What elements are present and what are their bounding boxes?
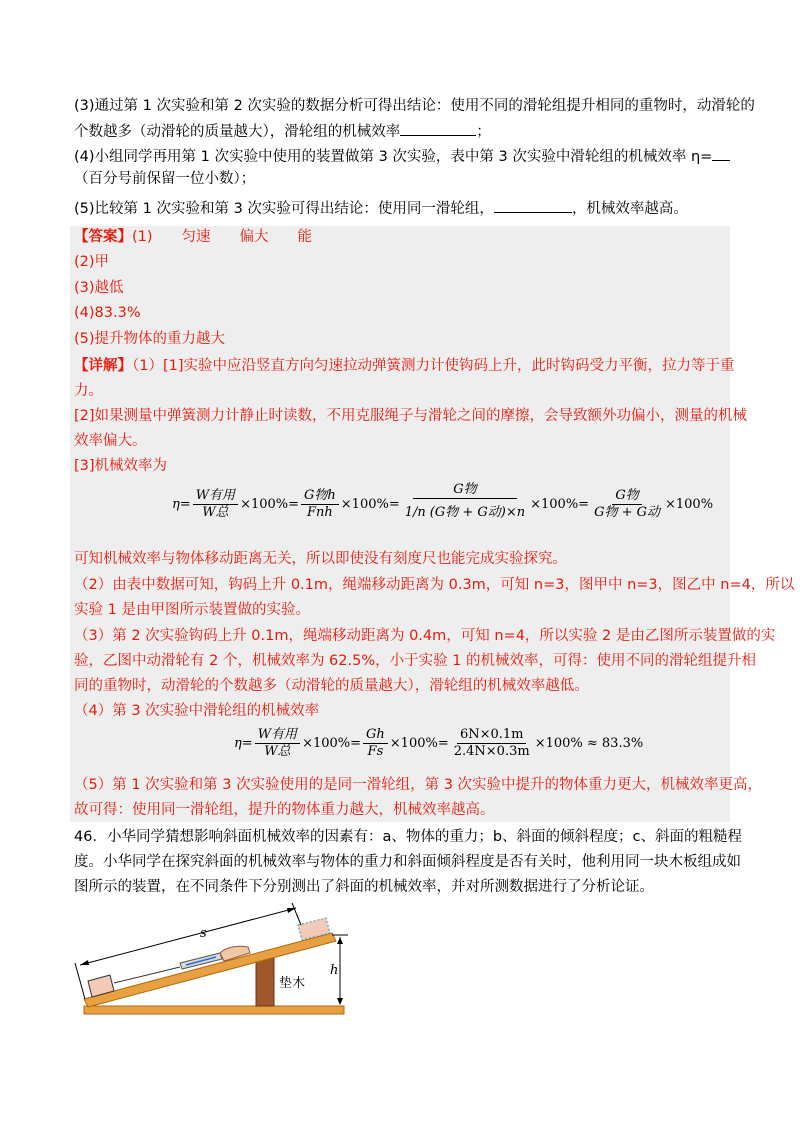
f1-g-h: G物h [301,488,339,505]
answer-3: (3)越低 [74,280,124,296]
part-3-line-1: （3）第 2 次实验钩码上升 0.1m，绳端移动距离为 0.4m，可知 n=4，所以实验 2 是由乙图所示装置做的实 [74,628,776,644]
f2-denominator: 2.4N×0.3m [453,744,530,759]
f2-times-2: ×100%= [389,736,449,751]
f2-gh: Gh [363,727,388,744]
f1-eta: η= [172,497,191,512]
detail-1-text: （1）[1]实验中应沿竖直方向匀速拉动弹簧测力计使钩码上升，此时钩码受力平衡，拉力等于重 [132,358,735,374]
answer-label: 【答案】 [74,229,132,245]
s-extension-right [292,903,301,925]
part-3-line-2: 验，乙图中动滑轮有 2 个，机械效率为 62.5%，小于实验 1 的机械效率，可得：使用不同的滑轮组提升相 [74,653,757,669]
part-3-line-3: 同的重物时，动滑轮的个数越多（动滑轮的质量越大），滑轮组的机械效率越低。 [74,678,589,694]
q4-blank [712,146,730,161]
q3-text: 个数越多（动滑轮的质量越大），滑轮组的机械效率 [74,124,401,140]
q4-line-2: （百分号前保留一位小数）； [74,171,256,187]
f1-times-1: ×100%= [240,497,300,512]
part-4-line: （4）第 3 次实验中滑轮组的机械效率 [74,703,320,719]
q46-line-1: 46．小华同学猜想影响斜面机械效率的因素有：a、物体的重力；b、斜面的倾斜程度；c、斜面的粗糙程 [74,829,743,845]
q5-text: (5)比较第 1 次实验和第 3 次实验可得出结论：使用同一滑轮组， [74,201,494,217]
s-extension-left [75,963,85,999]
f2-fs: Fs [367,744,384,759]
f1-frac-work [193,488,238,521]
q4-text: (4)小组同学再用第 1 次实验中使用的装置做第 3 次实验，表中第 3 次实验中滑轮组的机械效率 η= [74,149,713,165]
f1-one-over-n: 1/n [404,505,426,520]
f2-result: ×100% ≈ 83.3% [534,736,644,751]
f2-frac-gh [363,727,388,760]
h-arrow-head-top [337,937,343,944]
answer-2: (2)甲 [74,254,110,270]
q4-line-1 [74,146,730,166]
q3-line-1: (3)通过第 1 次实验和第 2 次实验的数据分析可得出结论：使用不同的滑轮组提升相同的重物时，动滑轮的 [74,98,755,114]
detail-3-conclusion: 可知机械效率与物体移动距离无关，所以即使没有刻度尺也能完成实验探究。 [74,551,567,567]
answer-4: (4)83.3% [74,305,141,321]
part-2-line-1: （2）由表中数据可知，钩码上升 0.1m，绳端移动距离为 0.3m，可知 n=3，图甲中 n=3，图乙中 n=4，所以 [74,577,795,593]
q5-blank [494,198,572,213]
f2-times-1: ×100%= [302,736,362,751]
f1-g-sum-2: G物 + G动 [594,505,660,520]
h-label: h [330,963,339,978]
inclined-plane-figure [70,895,360,1020]
detail-2-line-2: 效率偏大。 [74,433,147,449]
f1-frac-gh [301,488,339,521]
f2-w-useful: W有用 [255,727,300,744]
answer-line-1 [74,228,312,246]
f2-frac-values [451,727,533,760]
efficiency-formula-1 [172,482,713,527]
f1-frac-short [591,488,663,521]
efficiency-formula-2 [234,727,643,760]
f2-numerator: 6N×0.1m [457,727,527,744]
q46-line-2: 度。小华同学在探究斜面的机械效率与物体的重力和斜面倾斜程度是否有关时，他利用同一块木板组成如 [74,854,741,870]
q5-end: ，机械效率越高。 [571,201,688,217]
f1-times-3: ×100%= [530,497,590,512]
answer-1: (1) 匀速 偏大 能 [132,229,313,245]
part-5-line-1: （5）第 1 次实验和第 3 次实验使用的是同一滑轮组，第 3 次实验中提升的物体重力更大，机械效率更高， [74,777,763,793]
q46-line-3: 图所示的装置，在不同条件下分别测出了斜面的机械效率，并对所测数据进行了分析论证。 [74,879,654,895]
f1-times-2: ×100%= [340,497,400,512]
f1-g-obj-2: G物 [612,488,641,505]
f1-g-sum: (G物 + G动)×n [429,505,526,520]
f1-fnh: Fnh [307,505,333,520]
part-2-line-2: 实验 1 是由甲图所示装置做的实验。 [74,602,310,618]
f1-g-obj: G物 [413,482,516,499]
f1-end: ×100% [665,497,714,512]
detail-label: 【详解】 [74,358,132,374]
base-board [84,1006,344,1014]
q5-line [74,198,688,218]
block-label: 垫木 [279,976,306,991]
detail-3-line: [3]机械效率为 [74,458,168,474]
f1-frac-long [402,482,528,527]
h-arrow-head-bottom [337,998,343,1005]
detail-2-line-1: [2]如果测量中弹簧测力计静止时读数，不用克服绳子与滑轮之间的摩擦，会导致额外功偏小，测量的机械 [74,408,748,424]
f1-w-useful: W有用 [193,488,238,505]
s-label: s [200,926,207,941]
inclined-board [84,933,339,1007]
f1-w-total: W总 [202,505,229,520]
part-5-line-2: 故可得：使用同一滑轮组，提升的物体重力越大，机械效率越高。 [74,802,495,818]
q3-end: ； [476,124,491,140]
f2-eta: η= [234,736,253,751]
f2-frac-work [255,727,300,760]
q3-line-2 [74,121,491,141]
f2-w-total: W总 [264,744,291,759]
q3-blank [400,121,476,136]
wooden-block [256,958,274,1006]
f1-denominator [402,499,528,527]
s-arrow-head-left [80,960,89,965]
answer-5: (5)提升物体的重力越大 [74,331,226,347]
detail-1-line-2: 力。 [74,383,103,399]
detail-1-line-1 [74,357,735,375]
